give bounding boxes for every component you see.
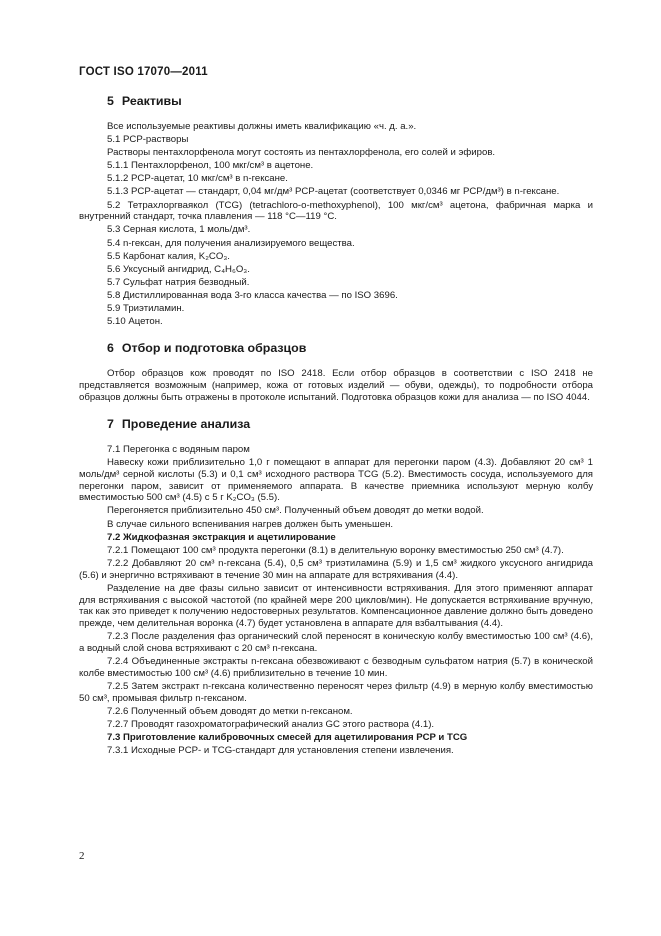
clause-heading: 7.3 Приготовление калибровочных смесей для ацетилирования PCP и TCG <box>107 732 468 744</box>
paragraph: Навеску кожи приблизительно 1,0 г помещают в аппарат для перегонки паром (4.3). Добавляют 20 см³ 1 моль/дм³ серной кислоты (5.3) и 0,1 см³ исходного раствора TCG (5.2). Вместимость сосуда, используемого для перегонки паром, зависит от применяемого аппарата. В качестве приемника используют мерную колбу вместимостью 500 см³ (4.5) с 5 г K₂CO₃ (5.5). <box>79 456 593 504</box>
clause: 5.7 Сульфат натрия безводный. <box>107 276 250 288</box>
clause: 5.3 Серная кислота, 1 моль/дм³. <box>107 224 251 236</box>
running-header: ГОСТ ISO 17070—2011 <box>79 66 208 78</box>
clause: 7.2.7 Проводят газохроматографический анализ GC этого раствора (4.1). <box>107 718 435 730</box>
page-number: 2 <box>79 850 85 862</box>
section-number: 6 <box>107 341 114 356</box>
clause: 7.2.1 Помещают 100 см³ продукта перегонки (8.1) в делительную воронку вместимостью 250 см³ (4.7). <box>107 544 564 556</box>
section-number: 7 <box>107 416 114 431</box>
clause: 5.9 Триэтиламин. <box>107 303 185 315</box>
clause: 7.2.2 Добавляют 20 см³ n-гексана (5.4), 0,5 см³ триэтиламина (5.9) и 1,5 см³ жидкого уксусного ангидрида (5.6) и энергично встряхивают в течение 30 мин на аппарате для встряхивания (4.4). <box>79 557 593 581</box>
clause: 5.1 PCP-растворы <box>107 134 189 146</box>
paragraph: В случае сильного вспенивания нагрев должен быть уменьшен. <box>107 518 394 530</box>
clause: 5.8 Дистиллированная вода 3-го класса качества — по ISO 3696. <box>107 289 398 301</box>
clause-heading: 7.2 Жидкофазная экстракция и ацетилирование <box>107 531 336 543</box>
paragraph: Разделение на две фазы сильно зависит от интенсивности встряхивания. Для этого применяют аппарат для встряхивания с высокой частотой (по крайней мере 200 циклов/мин). Не допускается встряхивание вручную, так как это приведет к получению недостоверных результатов. Компенсационное давление должно быть доведено прежде, чем делительная воронка (4.7) будет установлена в аппарате для взбалтывания (4.4). <box>79 582 594 630</box>
clause: 7.1 Перегонка с водяным паром <box>107 443 250 455</box>
section-title: Реактивы <box>121 94 182 108</box>
section-5-heading <box>79 94 593 109</box>
clause: 5.1.1 Пентахлорфенол, 100 мкг/см³ в ацетоне. <box>107 160 314 172</box>
section-title: Проведение анализа <box>121 416 251 431</box>
clause: 7.2.3 После разделения фаз органический слой переносят в коническую колбу вместимостью 100 см³ (4.6), а водный слой снова встряхивают с 20 см³ n-гексана. <box>79 631 593 655</box>
clause: 5.1.3 PCP-ацетат — стандарт, 0,04 мг/дм³ PCP-ацетат (соответствует 0,0346 мг PCP/дм³) в n-гексане. <box>107 186 560 198</box>
clause: 7.2.5 Затем экстракт n-гексана количественно переносят через фильтр (4.9) в мерную колбу вместимостью 50 см³, промывая фильтр n-гексаном. <box>79 681 593 704</box>
page-body <box>79 94 593 758</box>
clause: 7.3.1 Исходные PCP- и TCG-стандарт для установления степени извлечения. <box>107 745 454 757</box>
clause: 5.5 Карбонат калия, K₂CO₃. <box>107 250 230 262</box>
paragraph: Перегоняется приблизительно 450 см³. Полученный объем доводят до метки водой. <box>107 505 484 517</box>
clause: 7.2.4 Объединенные экстракты n-гексана обезвоживают с безводным сульфатом натрия (5.7) в конической колбе вместимостью 100 см³ (4.6) приблизительно в течение 10 мин. <box>79 656 593 679</box>
clause: 5.10 Ацетон. <box>107 316 163 328</box>
section-6-heading <box>79 341 593 356</box>
clause: 5.1.2 PCP-ацетат, 10 мкг/см³ в n-гексане. <box>107 173 288 185</box>
section-title: Отбор и подготовка образцов <box>121 341 307 356</box>
clause: 7.2.6 Полученный объем доводят до метки n-гексаном. <box>107 705 353 717</box>
clause: 5.6 Уксусный ангидрид, C₄H₆O₃. <box>107 263 250 275</box>
clause: 5.4 n-гексан, для получения анализируемого вещества. <box>107 237 355 249</box>
paragraph: Растворы пентахлорфенола могут состоять из пентахлорфенола, его солей и эфиров. <box>107 147 496 159</box>
paragraph: Все используемые реактивы должны иметь квалификацию «ч. д. а.». <box>107 121 417 132</box>
section-7-heading <box>79 417 593 432</box>
clause: 5.2 Тетрахлоргваякол (TCG) (tetrachloro-o-methoxyphenol), 100 мкг/см³ ацетона, фабричная марка и внутренний стандарт, точка плавления — 118 °С—119 °С. <box>79 199 593 223</box>
section-number: 5 <box>107 94 114 108</box>
paragraph: Отбор образцов кож проводят по ISO 2418. Если отбор образцов в соответствии с ISO 2418 не представляется возможным (например, кожа от готовых изделий — обуви, одежды), то подробности отбора образцов должны быть отражены в протоколе испытаний. Подготовка образцов кожи для анализа — по ISO 4044. <box>79 368 593 403</box>
